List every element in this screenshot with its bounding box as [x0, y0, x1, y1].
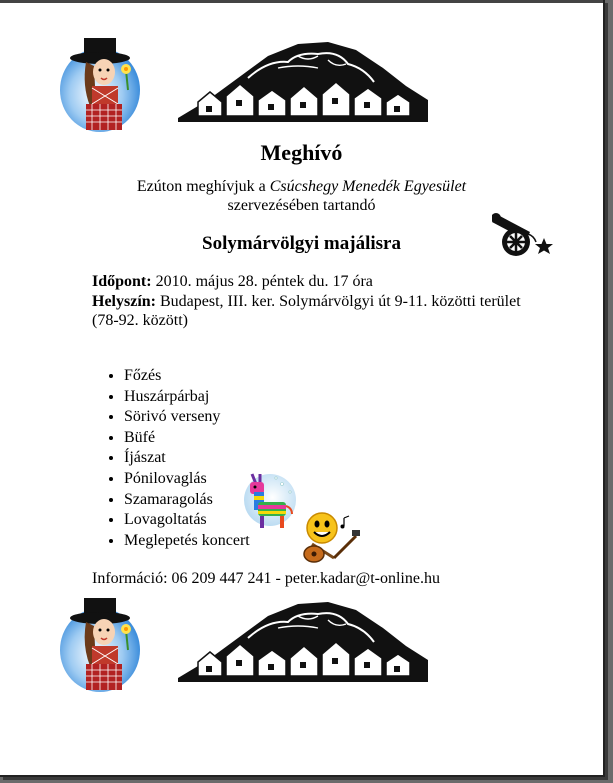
- intro-after: szervezésében tartandó: [227, 197, 376, 214]
- program-item: • Szamaragolás: [124, 490, 250, 511]
- program-list: [92, 366, 250, 551]
- time-value: 2010. május 28. péntek du. 17 óra: [151, 273, 373, 290]
- event-title-text: Solymárvölgyi majálisra: [202, 233, 401, 254]
- smiley-guitar-clipart: [300, 508, 362, 570]
- event-time: [92, 272, 532, 291]
- heading-text: Meghívó: [260, 140, 343, 165]
- time-label: Időpont:: [92, 273, 152, 290]
- village-hill-clipart-top: [178, 38, 428, 122]
- program-item: • Sörivó verseny: [124, 407, 250, 428]
- place-value: Budapest, III. ker. Solymárvölgyi út 9-11. közötti terület (78-92. között): [92, 293, 521, 329]
- program-item: • Büfé: [124, 428, 250, 449]
- girl-with-hat-clipart-bottom: [56, 596, 148, 696]
- village-hill-clipart-bottom: [178, 598, 428, 682]
- program-item: • Főzés: [124, 366, 250, 387]
- place-label: Helyszín:: [92, 293, 156, 310]
- event-location: [92, 292, 532, 330]
- pinata-donkey-clipart: [238, 470, 298, 532]
- girl-with-hat-clipart-top: [56, 36, 148, 136]
- contact-info: Információ: 06 209 447 241 - peter.kadar@t-online.hu: [92, 570, 440, 587]
- program-item: • Lovagoltatás: [124, 510, 250, 531]
- program-item: • Pónilovaglás: [124, 469, 250, 490]
- cannon-clipart: [492, 204, 554, 260]
- top-border: [0, 0, 603, 3]
- program-item: • Meglepetés koncert: [124, 531, 250, 552]
- organizer-name: Csúcshegy Menedék Egyesület: [269, 178, 467, 195]
- program-item: • Íjászat: [124, 448, 250, 469]
- intro-before: Ezúton meghívjuk a: [136, 178, 270, 195]
- program-item: • Huszárpárbaj: [124, 387, 250, 408]
- invitation-heading: [0, 140, 603, 166]
